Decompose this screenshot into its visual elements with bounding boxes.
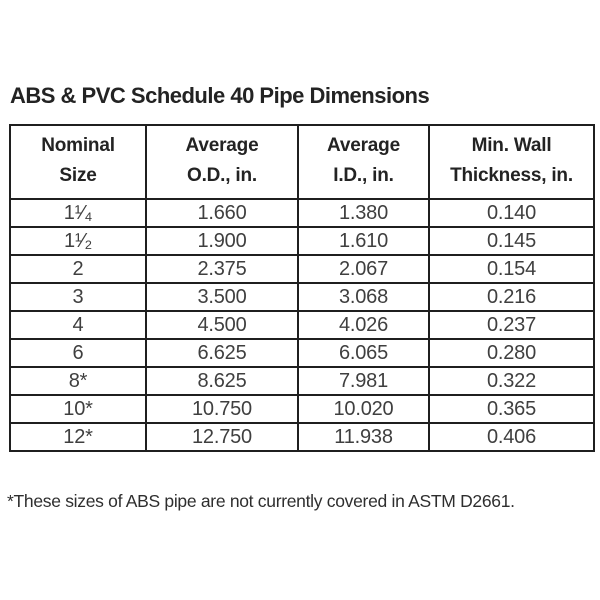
header-row xyxy=(10,125,594,199)
cell-size: 10* xyxy=(10,395,146,423)
pipe-dimensions-table xyxy=(9,124,595,452)
cell-wall: 0.365 xyxy=(429,395,594,423)
cell-size: 4 xyxy=(10,311,146,339)
table-row xyxy=(10,199,594,227)
cell-id: 10.020 xyxy=(298,395,429,423)
table-row xyxy=(10,367,594,395)
table-row xyxy=(10,311,594,339)
header-line: I.D., in. xyxy=(333,165,394,186)
cell-size: 12* xyxy=(10,423,146,451)
table-row xyxy=(10,255,594,283)
header-line: Average xyxy=(185,135,259,156)
table-body xyxy=(10,199,594,451)
header-average-id xyxy=(298,125,429,199)
header-line: Average xyxy=(327,135,400,156)
page-title: ABS & PVC Schedule 40 Pipe Dimensions xyxy=(10,83,430,108)
cell-id: 1.380 xyxy=(298,199,429,227)
cell-id: 7.981 xyxy=(298,367,429,395)
footnote: *These sizes of ABS pipe are not currently covered in ASTM D2661. xyxy=(7,491,515,511)
cell-wall: 0.280 xyxy=(429,339,594,367)
cell-id: 11.938 xyxy=(298,423,429,451)
cell-wall: 0.145 xyxy=(429,227,594,255)
table-row xyxy=(10,339,594,367)
cell-wall: 0.322 xyxy=(429,367,594,395)
cell-size: 8* xyxy=(10,367,146,395)
table-row xyxy=(10,283,594,311)
cell-size: 2 xyxy=(10,255,146,283)
cell-size: 1¹⁄₄ xyxy=(10,199,146,227)
header-min-wall-thickness xyxy=(429,125,594,199)
table-row xyxy=(10,395,594,423)
cell-wall: 0.154 xyxy=(429,255,594,283)
header-nominal-size xyxy=(10,125,146,199)
cell-od: 6.625 xyxy=(146,339,298,367)
cell-od: 2.375 xyxy=(146,255,298,283)
cell-od: 1.660 xyxy=(146,199,298,227)
header-line: Min. Wall xyxy=(471,135,552,156)
cell-id: 2.067 xyxy=(298,255,429,283)
cell-id: 3.068 xyxy=(298,283,429,311)
header-line: O.D., in. xyxy=(187,165,257,186)
cell-od: 10.750 xyxy=(146,395,298,423)
cell-size: 6 xyxy=(10,339,146,367)
cell-od: 3.500 xyxy=(146,283,298,311)
cell-wall: 0.216 xyxy=(429,283,594,311)
cell-od: 8.625 xyxy=(146,367,298,395)
header-line: Thickness, in. xyxy=(450,165,573,186)
cell-size: 1¹⁄₂ xyxy=(10,227,146,255)
table-row xyxy=(10,227,594,255)
cell-id: 4.026 xyxy=(298,311,429,339)
cell-size: 3 xyxy=(10,283,146,311)
cell-id: 6.065 xyxy=(298,339,429,367)
table-row xyxy=(10,423,594,451)
header-line: Nominal xyxy=(41,135,115,156)
header-line: Size xyxy=(59,165,97,186)
cell-wall: 0.406 xyxy=(429,423,594,451)
table-header xyxy=(10,125,594,199)
cell-od: 12.750 xyxy=(146,423,298,451)
cell-od: 4.500 xyxy=(146,311,298,339)
cell-id: 1.610 xyxy=(298,227,429,255)
header-average-od xyxy=(146,125,298,199)
cell-wall: 0.237 xyxy=(429,311,594,339)
cell-wall: 0.140 xyxy=(429,199,594,227)
cell-od: 1.900 xyxy=(146,227,298,255)
